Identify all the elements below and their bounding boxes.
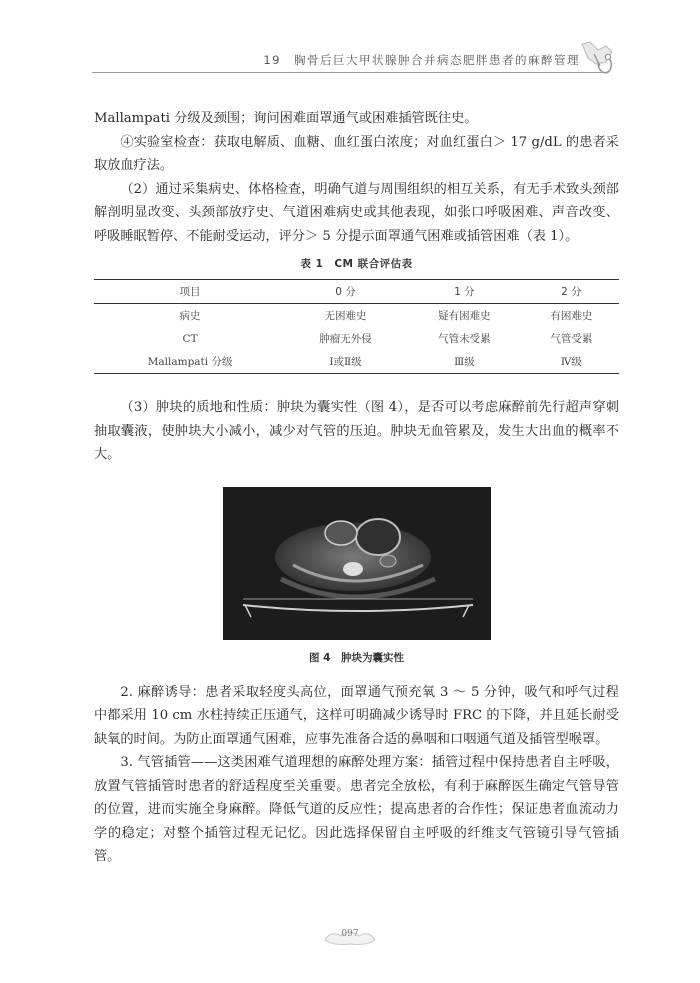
paragraph-induction: 2. 麻醉诱导：患者采取轻度头高位，面罩通气预充氧 3 ～ 5 分钟，吸气和呼气过程中都采用 10 cm 水柱持续正压通气，这样可明确减少诱导时 FRC 的下降，并且延长耐受缺氧的时间。为防止面罩通气困难，应事先准备合适的鼻咽和口咽通气道及插管型喉罩。 [94, 684, 619, 747]
table-cell: 气管未受累 [438, 333, 491, 345]
ct-scan-drawing [223, 487, 491, 640]
table-header-cell: 0 分 [286, 280, 405, 304]
table-cell: 无困难史 [324, 310, 367, 322]
stethoscope-logo-icon [576, 40, 618, 80]
header-rule [92, 72, 608, 73]
table-cell: Ⅰ或Ⅱ级 [286, 350, 405, 374]
table-cell: Mallampati 分级 [94, 350, 286, 374]
paragraph-mallampati: Mallampati 分级及颈围；询问困难面罩通气或困难插管既往史。 [94, 111, 478, 126]
cm-assessment-table [94, 279, 619, 374]
table-cell: Ⅲ级 [405, 350, 524, 374]
ct-scan-image [223, 487, 491, 640]
paragraph-mass-nature: （3）肿块的质地和性质：肿块为囊实性（图 4），是否可以考虑麻醉前先行超声穿刺抽取囊液，使肿块大小减小，减少对气管的压迫。肿块无血管累及，发生大出血的概率不大。 [94, 400, 619, 462]
table-cell: 疑有困难史 [438, 310, 491, 322]
paragraph-lab-tests: ④实验室检查：获取电解质、血糖、血红蛋白浓度；对血红蛋白＞ 17 g/dL 的患者采取放血疗法。 [94, 134, 619, 173]
table-row [94, 304, 619, 328]
page-body [94, 107, 619, 869]
running-title: 19 胸骨后巨大甲状腺肿合并病态肥胖患者的麻醉管理 [263, 53, 580, 67]
page-number-badge [321, 926, 379, 948]
paragraph-intubation: 3. 气管插管——这类困难气道理想的麻醉处理方案：插管过程中保持患者自主呼吸，放置气管插管时患者的舒适程度至关重要。患者完全放松，有利于麻醉医生确定气管导管的位置，进而实施全身麻醉。降低气道的反应性；提高患者的合作性；保证患者血流动力学的稳定；对整个插管过程无记忆。因此选择保留自主呼吸的纤维支气管镜引导气管插管。 [94, 755, 619, 864]
table-cell: Ⅳ级 [524, 350, 619, 374]
table-cell: 肿瘤无外侵 [319, 333, 372, 345]
figure-caption: 图 4 肿块为囊实性 [309, 651, 404, 664]
table-header-row [94, 280, 619, 304]
page-number: 097 [341, 929, 359, 939]
table-caption: 表 1 CM 联合评估表 [300, 258, 413, 270]
table-cell: 有困难史 [550, 310, 593, 322]
paragraph-airway-assessment: （2）通过采集病史、体格检查，明确气道与周围组织的相互关系，有无手术致头颈部解剖明显改变、头颈部放疗史、气道困难病史或其他表现，如张口呼吸困难、声音改变、呼吸睡眠暂停、不能耐受运动，评分＞ 5 分提示面罩通气困难或插管困难（表 1）。 [94, 181, 619, 244]
table-cell: 气管受累 [550, 333, 593, 345]
table-cell: CT [182, 332, 198, 345]
table-row [94, 327, 619, 350]
table-header-cell: 1 分 [405, 280, 524, 304]
table-row [94, 350, 619, 374]
table-cell: 病史 [179, 310, 201, 322]
table-header-cell: 2 分 [524, 280, 619, 304]
table-header-cell: 项目 [94, 280, 286, 304]
page-header [0, 0, 700, 90]
